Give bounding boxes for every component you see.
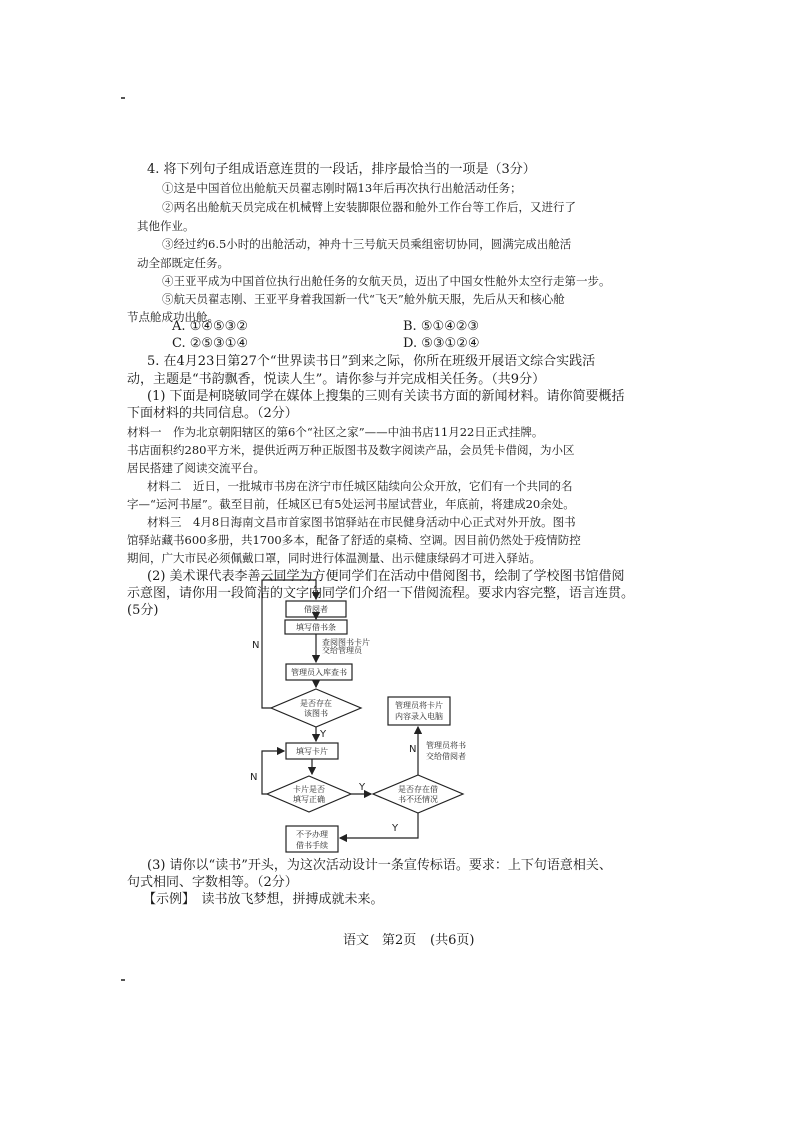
flow-in-stock-2: 该图书 (304, 709, 328, 718)
q5-part2-cont: 示意图，请你用一段简洁的文字向同学们介绍一下借阅流程。要求内容完整，语言连贯。 (127, 586, 635, 601)
material-3-line2: 馆驿站藏书600多册，共1700多本，配备了舒适的桌椅、空调。因目前仍然处于疫情防控 (127, 533, 581, 547)
flow-yes-label: Y (359, 782, 366, 793)
flow-reject-2: 借书手续 (296, 841, 328, 850)
q4-sentence-2-cont: 其他作业。 (137, 219, 195, 233)
q5-part2-score: (5分) (127, 603, 159, 618)
flow-admin-card-1: 管理员将卡片 (395, 701, 443, 710)
q4-sentence-5-cont: 节点舱成功出舱。 (127, 310, 219, 324)
q5-part1: (1) 下面是柯晓敏同学在媒体上搜集的三则有关读书方面的新闻材料。请你简要概括 (147, 389, 625, 404)
q5-part3: (3) 请你以“读书”开头，为这次活动设计一条宣传标语。要求：上下句语意相关、 (147, 858, 612, 873)
flow-lent-2: 书不还情况 (398, 795, 438, 804)
q4-option-a: A. ①④⑤③② (172, 319, 248, 334)
flow-fill-card: 填写卡片 (296, 747, 328, 756)
flow-admin-card-2: 内容录入电脑 (395, 712, 443, 721)
in-stock-decision (271, 689, 361, 727)
material-1: 材料一 作为北京朝阳辖区的第6个“社区之家”——中油书店11月22日正式挂牌。 (127, 425, 544, 439)
example-slogan: 【示例】 读书放飞梦想，拼搏成就未来。 (143, 892, 384, 907)
flow-hand-admin: 交给管理员 (322, 646, 362, 655)
flow-no-label: N (250, 772, 258, 783)
flow-card-ok-2: 填写正确 (293, 795, 325, 804)
q4-option-b: B. ⑤①④②③ (403, 319, 480, 334)
flow-reject-1: 不予办理 (296, 830, 328, 839)
q5-stem: 5. 在4月23日第27个“世界读书日”到来之际，你所在班级开展语文综合实践活 (147, 354, 596, 369)
flow-admin-book-2: 交给借阅者 (426, 752, 466, 761)
flow-borrower: 借阅者 (304, 605, 328, 614)
footer-page: 第2页 (382, 933, 417, 948)
q5-part2: (2) 美术课代表李善云同学为方便同学们在活动中借阅图书，绘制了学校图书馆借阅 (147, 569, 625, 584)
q4-sentence-5: ⑤航天员翟志刚、王亚平身着我国新一代“飞天”舱外航天服，先后从天和核心舱 (162, 292, 565, 306)
flow-fill-slip: 填写借书条 (296, 623, 336, 632)
footer-total: (共6页) (430, 933, 475, 948)
q5-part1-cont: 下面材料的共同信息。（2分） (127, 406, 298, 421)
material-1-line2: 书店面积约280平方米，提供近两万种正版图书及数字阅读产品，会员凭卡借阅，为小区 (127, 443, 575, 457)
flow-admin-search: 管理员入库查书 (291, 668, 347, 677)
flow-in-stock-1: 是否存在 (300, 699, 332, 708)
flow-lookup-card: 查阅图书卡片 (322, 638, 370, 647)
footer-subject: 语文 (343, 933, 370, 948)
lent-decision (373, 775, 463, 813)
q5-part3-cont: 句式相同、字数相等。（2分） (127, 875, 298, 890)
flow-yes-label: Y (392, 823, 399, 834)
flow-card-ok-1: 卡片是否 (293, 785, 325, 794)
q4-sentence-1: ①这是中国首位出舱航天员翟志刚时隔13年后再次执行出舱活动任务； (162, 181, 522, 195)
q4-sentence-4: ④王亚平成为中国首位执行出舱任务的女航天员，迈出了中国女性舱外太空行走第一步。 (162, 274, 611, 288)
q4-sentence-3-cont: 动全部既定任务。 (137, 256, 229, 270)
q4-option-c: C. ②⑤③①④ (172, 336, 249, 351)
card-correct-decision (267, 776, 351, 812)
flow-no-label: N (252, 640, 260, 651)
material-2: 材料二 近日，一批城市书房在济宁市任城区陆续向公众开放，它们有一个共同的名 (147, 479, 573, 493)
q5-stem-cont: 动，主题是“书韵飘香，悦读人生”。请你参与并完成相关任务。（共9分） (127, 372, 546, 387)
material-2-line2: 字—“运河书屋”。截至目前，任城区已有5处运河书屋试营业，年底前，将建成20余处。 (127, 497, 575, 511)
q4-sentence-2: ②两名出舱航天员完成在机械臂上安装脚限位器和舱外工作台等工作后，又进行了 (162, 200, 576, 214)
q4-sentence-3: ③经过约6.5小时的出舱活动，神舟十三号航天员乘组密切协同，圆满完成出舱活 (162, 237, 572, 251)
material-1-line3: 居民搭建了阅读交流平台。 (127, 461, 265, 475)
material-3-line3: 期间，广大市民必须佩戴口罩，同时进行体温测量、出示健康绿码才可进入驿站。 (127, 551, 541, 565)
q4-option-d: D. ⑤③①②④ (403, 336, 480, 351)
flow-no-label: N (409, 744, 417, 755)
flow-yes-label: Y (320, 729, 327, 740)
q4-stem: 4. 将下列句子组成语意连贯的一段话，排序最恰当的一项是（3分） (147, 162, 536, 177)
flow-lent-1: 是否存在借 (398, 785, 438, 794)
flow-admin-book-1: 管理员将书 (426, 741, 466, 750)
material-3: 材料三 4月8日海南文昌市首家图书馆驿站在市民健身活动中心正式对外开放。图书 (147, 515, 576, 529)
